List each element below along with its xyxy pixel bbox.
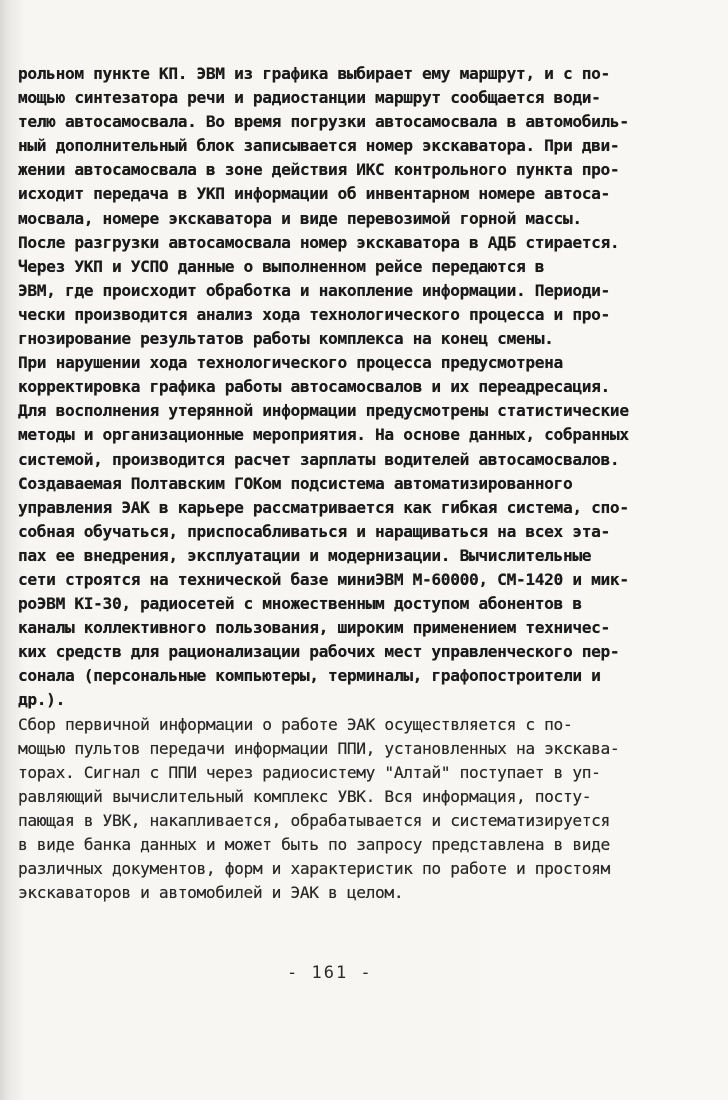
text-line: Сбор первичной информации о работе ЭАК осуществляется с по-	[18, 714, 573, 734]
text-line: торах. Сигнал с ППИ через радиосистему "Алтай" поступает в уп-	[18, 762, 601, 782]
text-line: экскаваторов и автомобилей и ЭАК в целом.	[18, 883, 404, 903]
text-line: гнозирование результатов работы комплекса на конец смены.	[18, 329, 554, 349]
text-line: пах ее внедрения, эксплуатации и модернизации. Вычислительные	[18, 545, 592, 565]
text-line: корректировка графика работы автосамосвалов и их переадресация.	[18, 377, 610, 397]
text-line: чески производится анализ хода технологического процесса и про-	[18, 304, 610, 324]
text-line: пающая в УВК, накапливается, обрабатывается и систематизируется	[18, 810, 610, 830]
text-line: собная обучаться, приспосабливаться и наращиваться на всех эта-	[18, 521, 610, 541]
text-line: Через УКП и УСПО данные о выполненном рейсе передаются в	[18, 256, 545, 276]
text-line: системой, производится расчет зарплаты водителей автосамосвалов.	[18, 449, 620, 469]
text-line: мосвала, номере экскаватора и виде перевозимой горной массы.	[18, 208, 582, 228]
text-line: сети строятся на технической базе миниЭВМ М-60000, СМ-1420 и мик-	[18, 569, 629, 589]
text-line: исходит передача в УКП информации об инвентарном номере автоса-	[18, 184, 610, 204]
text-line: каналы коллективного пользования, широким применением техничес-	[18, 618, 610, 638]
text-line: сонала (персональные компьютеры, терминалы, графопостроители и	[18, 666, 601, 686]
text-line: мощью синтезатора речи и радиостанции маршрут сообщается води-	[18, 88, 601, 108]
text-line: телю автосамосвала. Во время погрузки автосамосвала в автомобиль-	[18, 112, 629, 132]
text-line: ких средств для рационализации рабочих мест управленческого пер-	[18, 642, 620, 662]
text-line: мощью пультов передачи информации ППИ, установленных на экскава-	[18, 738, 620, 758]
page-number: - 161 -	[287, 963, 373, 983]
text-line: ный дополнительный блок записывается номер экскаватора. При дви-	[18, 136, 620, 156]
text-line: равляющий вычислительный комплекс УВК. Вся информация, посту-	[18, 786, 592, 806]
text-line: роЭВМ КI-30, радиосетей с множественным доступом абонентов в	[18, 594, 582, 614]
text-line: методы и организационные мероприятия. На основе данных, собранных	[18, 425, 629, 445]
text-line: жении автосамосвала в зоне действия ИКС контрольного пункта про-	[18, 160, 620, 180]
text-line: в виде банка данных и может быть по запросу представлена в виде	[18, 835, 610, 854]
text-line: др.).	[18, 690, 65, 710]
text-line: Для восполнения утерянной информации предусмотрены статистические	[18, 401, 629, 421]
text-line: различных документов, форм и характеристик по работе и простоям	[18, 859, 610, 879]
text-line: После разгрузки автосамосвала номер экскаватора в АДБ стирается.	[18, 232, 620, 252]
text-line: Создаваемая Полтавским ГОКом подсистема автоматизированного	[18, 473, 573, 493]
text-line: управления ЭАК в карьере рассматривается как гибкая система, спо-	[18, 497, 629, 517]
text-line: рольном пункте КП. ЭВМ из графика выбирает ему маршрут, и с по-	[18, 64, 610, 83]
text-line: ЭВМ, где происходит обработка и накопление информации. Периоди-	[18, 280, 610, 300]
text-line: При нарушении хода технологического процесса предусмотрена	[18, 353, 563, 373]
body-text	[18, 62, 673, 905]
